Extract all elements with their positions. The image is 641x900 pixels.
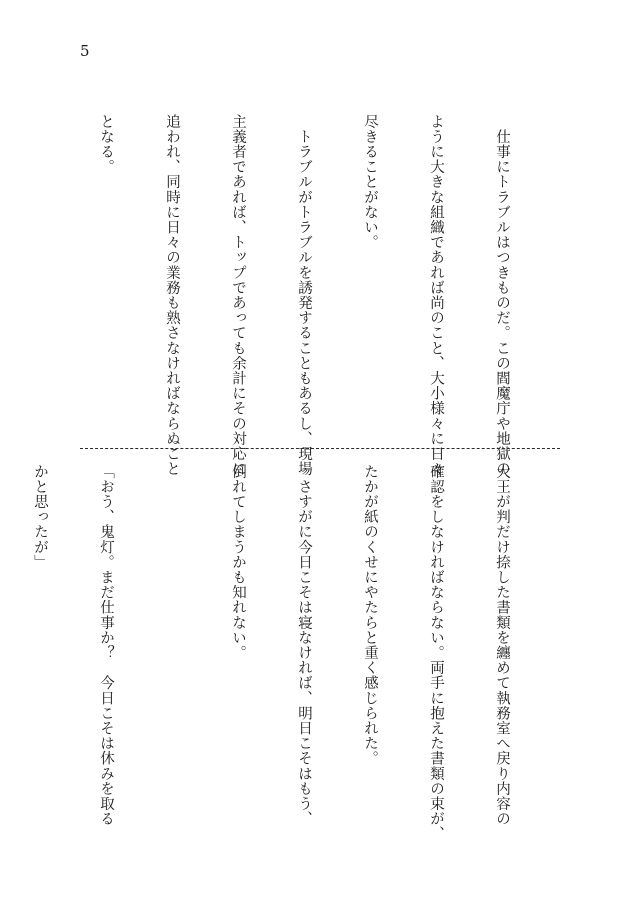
text-line: さすがに今日こそは寝なければ、明日こそはもう、 <box>296 464 312 827</box>
text-line: となる。 <box>98 114 114 175</box>
top-text-section <box>83 114 557 477</box>
text-line: 確認をしなければならない。両手に抱えた書類の束が、 <box>428 464 444 842</box>
blank-line <box>161 464 183 806</box>
bottom-text-section <box>32 464 557 842</box>
text-line: トラブルがトラブルを誘発することもあるし、現場 <box>296 114 312 477</box>
text-line: 尽きることがない。 <box>362 114 378 250</box>
blank-line <box>29 114 51 430</box>
text-line: ように大きな組織であれば尚のこと、大小様々に日々 <box>428 114 444 477</box>
text-line: 追われ、同時に日々の業務も熟さなければならぬこと <box>164 114 180 477</box>
text-line: 大王が判だけ捺した書類を纏めて執務室へ戻り内容の <box>494 464 510 827</box>
page-number: 5 <box>80 42 90 60</box>
section-divider <box>80 448 560 449</box>
text-line: 主義者であれば、トップであっても余計にその対応に <box>230 114 246 477</box>
text-line: 「おう、鬼灯。まだ仕事か？ 今日こそは休みを取る <box>98 464 114 827</box>
text-line: たかが紙のくせにやたらと重く感じられた。 <box>362 464 378 766</box>
text-line: かと思ったが」 <box>32 464 48 570</box>
text-line: 仕事にトラブルはつきものだ。この閻魔庁や地獄の <box>494 114 510 477</box>
text-line: 倒れてしまうかも知れない。 <box>230 464 246 661</box>
